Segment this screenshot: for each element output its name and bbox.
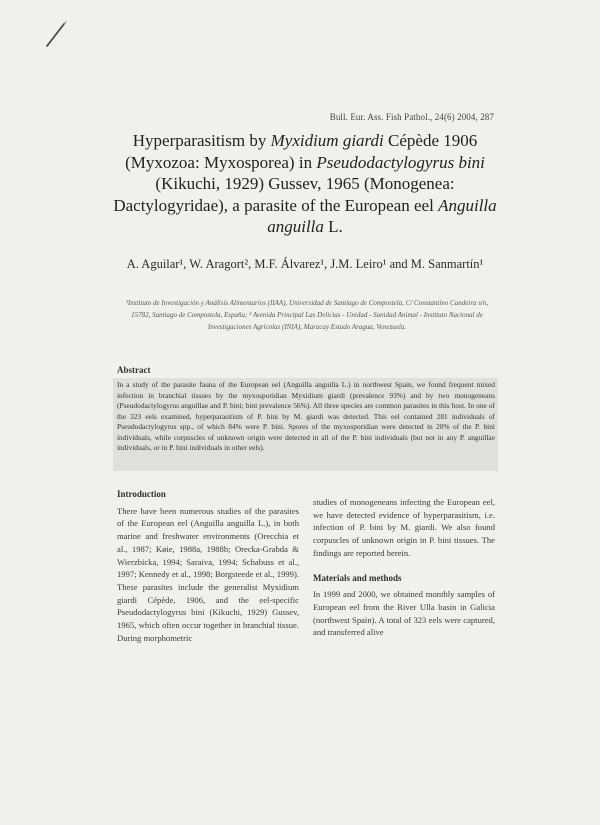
methods-text: In 1999 and 2000, we obtained monthly samples of European eel from the River Ulla basin in Galicia (northwest Spain). A total of 323 eels were captured, and transferred alive bbox=[313, 589, 495, 638]
introduction-text-left: There have been numerous studies of the parasites of the European eel (Anguilla anguilla L.), in both marine and freshwater environments (Orecchia et al., 1987; Køie, 1988a, 1988b; Orecka-Grabda & Wierzbicka, 1994; Saraiva, 1994; Schabuss et al., 1997; Kennedy et al., 1998; Borgsteede et al., 1999). These parasites include the generalist Myxidium giardi Cépède, 1906, and the eel-specific Pseudodactylogyrus bini (Kikuchi, 1929) Gussev, 1965, which often occur together in branchial tissue. During morphometric bbox=[117, 505, 299, 643]
methods-heading: Materials and methods bbox=[313, 572, 402, 583]
title-part-1: Hyperparasitism by bbox=[132, 131, 271, 150]
title-species-3: Anguilla anguilla bbox=[267, 195, 497, 236]
column-left bbox=[117, 488, 299, 644]
affiliations: ¹Instituto de Investigación y Análisis Alimentarios (IIAA), Universidad de Santiago de Compostela, C/ Constantino Candeira s/n, 15782, Santiago de Compostela, España; ² Avenida Principal Las Delicias - Unidad - Sanidad Animal - Instituto Nacional de Investigaciones Agrícolas (INIA), Maracay Estado Aragua, Venezuela. bbox=[125, 299, 489, 331]
abstract-text: In a study of the parasite fauna of the European eel (Anguilla anguilla L.) in northwest Spain, we found frequent mixed infection in branchial tissues by the myxosporidian Myxidium giardi (prevalence 93%) and by two monogeneans (Pseudodactylogyrus anguillae and P. bini; bini prevalence 56%). All three species are common parasites in this host. In one of the 323 eels examined, hyperparasitism of P. bini by M. giardi was detected. This eel contained 281 individuals of Pseudodactylogyrus spp., of which 84% were P. bini. Spores of the myxosporidian were detected in 20% of the P. bini individuals, while corpuscles of unknown origin were detected in all of the P. bini individuals (but not in any P. anguillae individuals, or in P. bini individuals in other eels). bbox=[117, 380, 495, 452]
abstract-heading: Abstract bbox=[117, 365, 151, 375]
paper-title bbox=[110, 130, 500, 238]
title-species-1: Myxidium giardi bbox=[270, 131, 384, 150]
title-part-2: Cépède 1906 (Myxozoa: Myxosporea) in bbox=[125, 131, 478, 172]
title-part-4: L. bbox=[323, 217, 343, 236]
title-part-3: (Kikuchi, 1929) Gussev, 1965 (Monogenea: Dactylogyridae), a parasite of the European eel bbox=[113, 174, 455, 215]
title-species-2: Pseudodactylogyrus bini bbox=[316, 152, 485, 172]
pen-mark-icon bbox=[40, 20, 80, 50]
journal-reference: Bull. Eur. Ass. Fish Pathol., 24(6) 2004, 287 bbox=[329, 112, 494, 122]
column-right bbox=[313, 496, 495, 639]
author-list: A. Aguilar¹, W. Aragort², M.F. Álvarez¹, J.M. Leiro¹ and M. Sanmartín¹ bbox=[126, 257, 484, 271]
introduction-text-right: studies of monogeneans infecting the European eel, we have detected evidence of hyperparasitism, i.e. infection of P. bini by M. giardi. We also found corpuscles of unknown origin in P. bini tissues. The findings are reported herein. bbox=[313, 497, 495, 558]
introduction-heading: Introduction bbox=[117, 489, 166, 499]
